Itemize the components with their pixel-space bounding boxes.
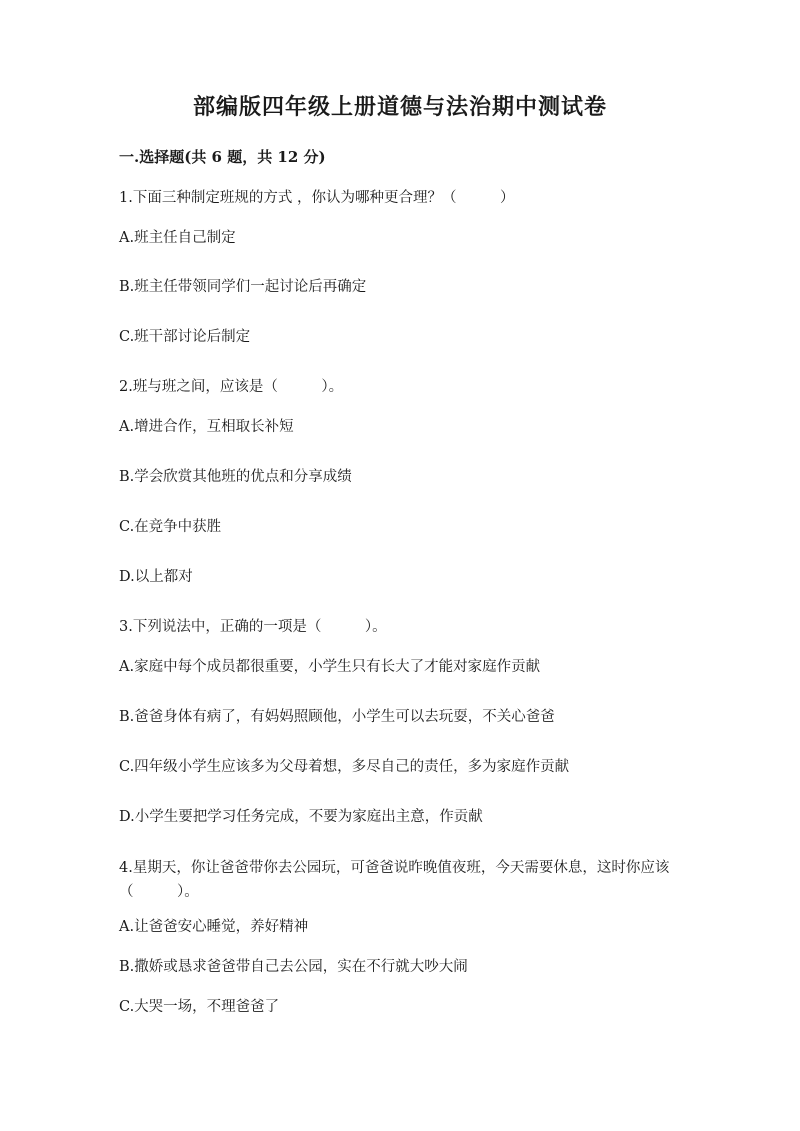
answer-option: B.爸爸身体有病了，有妈妈照顾他，小学生可以去玩耍，不关心爸爸 — [119, 709, 555, 725]
question-stem: 1.下面三种制定班规的方式 ，你认为哪种更合理？（ ） — [119, 190, 515, 206]
answer-option: C.班干部讨论后制定 — [119, 329, 251, 345]
answer-option: A.增进合作，互相取长补短 — [119, 419, 294, 435]
page-title: 部编版四年级上册道德与法治期中测试卷 — [192, 94, 607, 120]
answer-option: C.大哭一场，不理爸爸了 — [119, 999, 280, 1015]
question-stem: 4.星期天，你让爸爸带你去公园玩，可爸爸说昨晚值夜班，今天需要休息，这时你应该（ ）。 — [119, 860, 670, 900]
answer-option: A.让爸爸安心睡觉，养好精神 — [119, 919, 309, 935]
answer-option: A.家庭中每个成员都很重要，小学生只有长大了才能对家庭作贡献 — [119, 659, 541, 675]
question-stem: 3.下列说法中，正确的一项是（ ）。 — [119, 619, 387, 635]
answer-option: A.班主任自己制定 — [119, 230, 236, 246]
answer-option: D.小学生要把学习任务完成，不要为家庭出主意，作贡献 — [119, 809, 483, 825]
answer-option: B.学会欣赏其他班的优点和分享成绩 — [119, 469, 352, 485]
answer-option: C.四年级小学生应该多为父母着想，多尽自己的责任，多为家庭作贡献 — [119, 759, 570, 775]
answer-option: D.以上都对 — [119, 569, 193, 585]
question-stem: 2.班与班之间，应该是（ ）。 — [119, 379, 344, 395]
answer-option: B.撒娇或恳求爸爸带自己去公园，实在不行就大吵大闹 — [119, 959, 468, 975]
answer-option: B.班主任带领同学们一起讨论后再确定 — [119, 279, 367, 295]
answer-option: C.在竞争中获胜 — [119, 519, 222, 535]
section-heading: 一.选择题(共 6 题，共 12 分) — [119, 148, 326, 166]
